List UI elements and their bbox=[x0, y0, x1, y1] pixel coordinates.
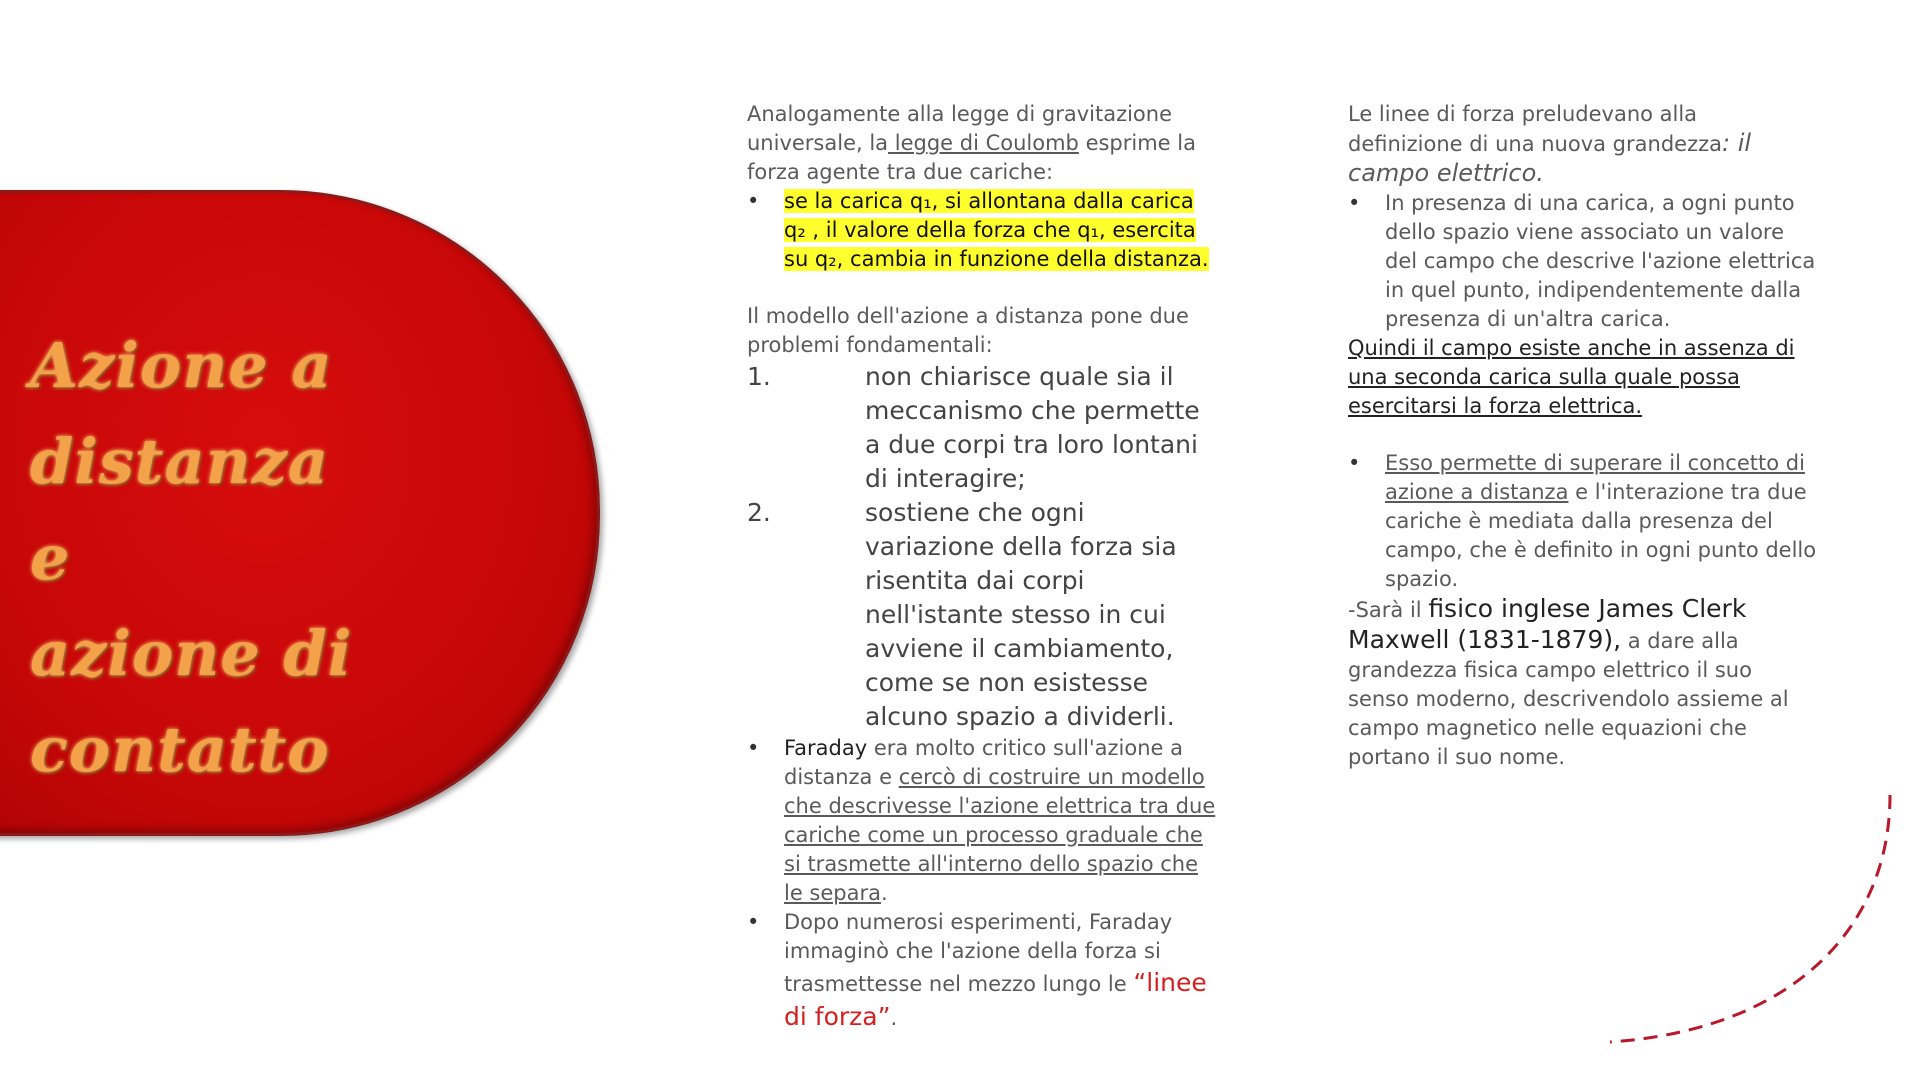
dopo-bullet: • Dopo numerosi esperimenti, Faraday immaginò che l'azione della forza si trasmettesse nel mezzo lungo le “linee di forza”. bbox=[747, 908, 1217, 1034]
slide-title bbox=[30, 318, 550, 798]
campo-intro: Le linee di forza preludevano alla definizione di una nuova grandezza: il campo elettrico. bbox=[1348, 102, 1752, 187]
model-intro: Il modello dell'azione a distanza pone due problemi fondamentali: bbox=[747, 304, 1189, 357]
text-column-left bbox=[747, 100, 1217, 1034]
title-line-3: azione di contatto bbox=[30, 617, 353, 786]
text-column-right bbox=[1348, 100, 1818, 772]
decorative-dashed-arc bbox=[1590, 780, 1920, 1060]
title-line-1: Azione a distanza bbox=[30, 329, 333, 498]
quindi-text: Quindi il campo esiste anche in assenza di una seconda carica sulla quale possa esercitarsi la forza elettrica. bbox=[1348, 336, 1795, 418]
coulomb-law-link: legge di Coulomb bbox=[888, 131, 1079, 155]
campo-bullet: • In presenza di una carica, a ogni punto dello spazio viene associato un valore del campo che descrive l'azione elettrica in quel punto, indipendentemente dalla presenza di un'altra carica. bbox=[1348, 189, 1818, 334]
problem-2: 2. sostiene che ogni variazione della forza sia risentita dai corpi nell'istante stesso in cui avviene il cambiamento, come se non esistesse alcuno spazio a dividerli. bbox=[747, 498, 1177, 731]
highlight-bullet: • se la carica q₁, si allontana dalla carica q₂ , il valore della forza che q₁, esercita su q₂, cambia in funzione della distanza. bbox=[747, 187, 1217, 274]
esso-bullet: • Esso permette di superare il concetto di azione a distanza e l'interazione tra due cariche è mediata dalla presenza del campo, che è definito in ogni punto dello spazio. bbox=[1348, 449, 1818, 594]
linee-di-forza: “linee di forza” bbox=[784, 968, 1207, 1031]
maxwell-text: -Sarà il fisico inglese James Clerk Maxwell (1831-1879), a dare alla grandezza fisica campo elettrico il suo senso moderno, descrivendolo assieme al campo magnetico nelle equazioni che portano il suo nome. bbox=[1348, 594, 1789, 769]
title-line-2: e bbox=[30, 521, 71, 594]
faraday-bullet: • Faraday era molto critico sull'azione a distanza e cercò di costruire un modello che descrivesse l'azione elettrica tra due cariche come un processo graduale che si trasmette all'interno dello spazio che le separa. bbox=[747, 734, 1217, 908]
problem-1: 1. non chiarisce quale sia il meccanismo che permette a due corpi tra loro lontani di interagire; bbox=[747, 362, 1200, 493]
coulomb-intro: Analogamente alla legge di gravitazione universale, la legge di Coulomb esprime la forza agente tra due cariche: bbox=[747, 102, 1196, 184]
